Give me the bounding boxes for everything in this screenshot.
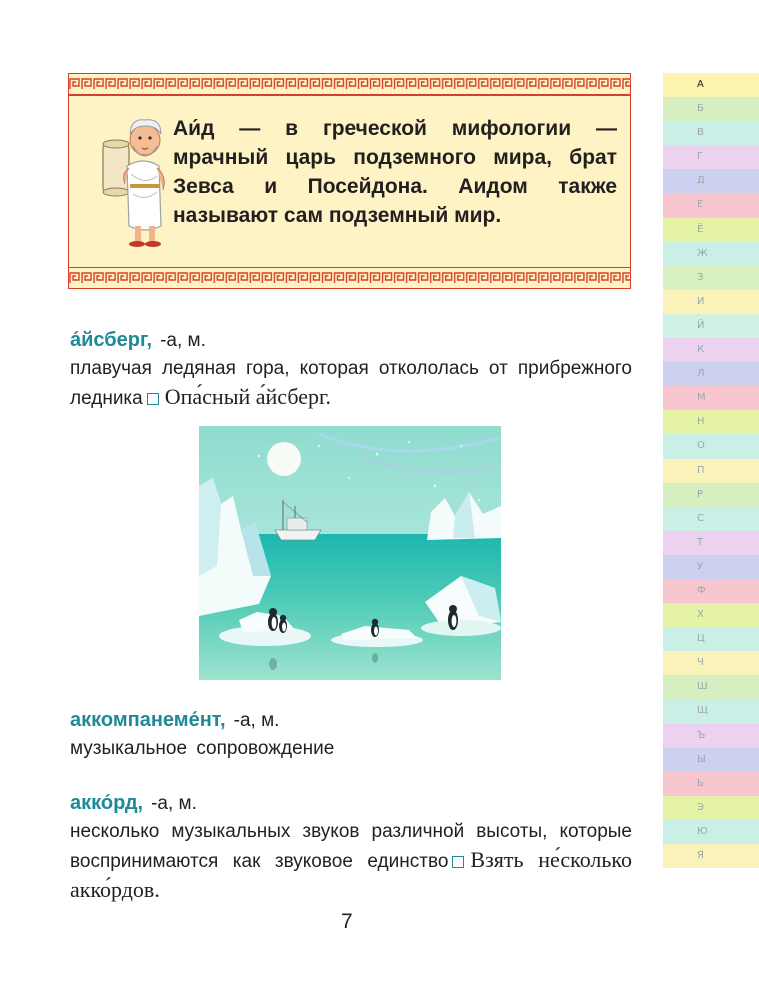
alphabet-tab[interactable]: Ё [663, 218, 759, 242]
info-description: — в греческой мифологии — мрачный царь подземного мира, брат Зевса и Посейдона. Аидом также называют сам подземный мир. [173, 117, 617, 227]
storyteller-character-icon [101, 104, 173, 254]
alphabet-tab[interactable]: Ы [663, 748, 759, 772]
usage-example: Опа́сный а́йсберг. [164, 384, 332, 409]
dictionary-entry-accompaniment [70, 706, 632, 763]
alphabet-tab[interactable]: В [663, 121, 759, 145]
definition [70, 355, 632, 413]
alphabet-tab[interactable]: Ф [663, 579, 759, 603]
alphabet-tab[interactable]: Л [663, 362, 759, 386]
definition-text: плавучая ледяная гора, которая откололась от прибрежного ледника [70, 358, 632, 409]
dictionary-entry-chord [70, 789, 632, 906]
alphabet-tab[interactable]: Г [663, 145, 759, 169]
alphabet-tab[interactable]: Ь [663, 772, 759, 796]
alphabet-tab[interactable]: Х [663, 603, 759, 627]
alphabet-tab[interactable]: Р [663, 483, 759, 507]
grammar-note: -а, м. [233, 710, 280, 731]
alphabet-tab[interactable]: М [663, 386, 759, 410]
iceberg-penguins-illustration [199, 426, 501, 680]
headword: акко́рд, [70, 792, 144, 814]
alphabet-tab[interactable]: Б [663, 97, 759, 121]
border-line [69, 94, 630, 96]
alphabet-tab[interactable]: О [663, 434, 759, 458]
alphabet-tab[interactable]: Й [663, 314, 759, 338]
square-outline-icon [147, 393, 159, 405]
alphabet-index [663, 73, 759, 868]
headword: а́йсберг, [70, 329, 153, 351]
dictionary-entry-iceberg [70, 326, 632, 413]
grammar-note: -а, м. [151, 793, 197, 814]
meander-border-bottom [69, 272, 630, 284]
alphabet-tab[interactable]: К [663, 338, 759, 362]
meander-border-top [69, 78, 630, 90]
alphabet-tab[interactable]: Ц [663, 627, 759, 651]
definition-text: музыкальное сопровождение [70, 738, 335, 759]
alphabet-tab[interactable]: А [663, 73, 759, 97]
alphabet-tab[interactable]: Щ [663, 699, 759, 723]
info-box [68, 73, 631, 289]
alphabet-tab[interactable]: Ж [663, 242, 759, 266]
alphabet-tab[interactable]: П [663, 459, 759, 483]
alphabet-tab[interactable]: Ъ [663, 724, 759, 748]
alphabet-tab[interactable]: Н [663, 410, 759, 434]
alphabet-tab[interactable]: Я [663, 844, 759, 868]
alphabet-tab[interactable]: У [663, 555, 759, 579]
alphabet-tab[interactable]: Т [663, 531, 759, 555]
alphabet-tab[interactable]: З [663, 266, 759, 290]
definition [70, 818, 632, 906]
grammar-note: -а, м. [160, 330, 206, 351]
border-line [69, 267, 630, 269]
alphabet-tab[interactable]: Ч [663, 651, 759, 675]
alphabet-tab[interactable]: С [663, 507, 759, 531]
usage-example: Взять не́сколько акко́рдов. [70, 847, 632, 902]
info-box-text [173, 114, 617, 230]
info-term: Аи́д [173, 117, 215, 140]
square-outline-icon [452, 856, 464, 868]
alphabet-tab[interactable]: Ю [663, 820, 759, 844]
alphabet-tab[interactable]: И [663, 290, 759, 314]
alphabet-tab[interactable]: Е [663, 193, 759, 217]
alphabet-tab[interactable]: Э [663, 796, 759, 820]
definition-text: несколько музыкальных звуков различной высоты, которые воспринимаются как звуковое единство [70, 821, 632, 872]
alphabet-tab[interactable]: Ш [663, 675, 759, 699]
page-number: 7 [341, 910, 353, 933]
alphabet-tab[interactable]: Д [663, 169, 759, 193]
headword: аккомпанеме́нт, [70, 709, 226, 731]
